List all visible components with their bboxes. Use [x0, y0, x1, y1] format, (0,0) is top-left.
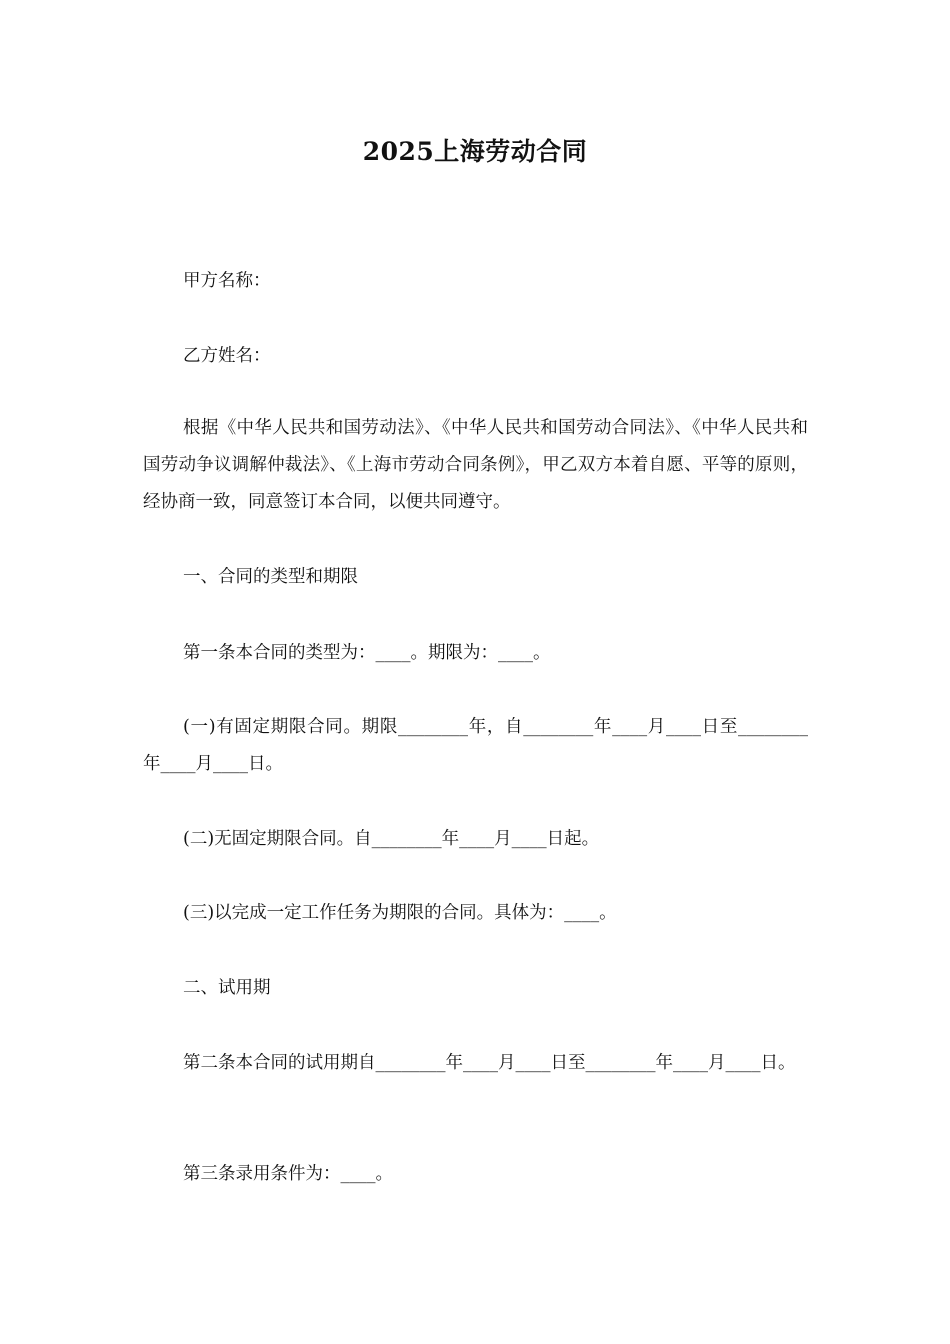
fixed-term-paragraph: (一)有固定期限合同。期限________年，自________年____月____日至________年____月____日。 — [143, 717, 808, 774]
article-1-paragraph: 第一条本合同的类型为：____。期限为：____。 — [183, 643, 551, 663]
task-based-paragraph: (三)以完成一定工作任务为期限的合同。具体为：____。 — [183, 903, 617, 923]
preamble-paragraph: 根据《中华人民共和国劳动法》、《中华人民共和国劳动合同法》、《中华人民共和国劳动争议调解仲裁法》、《上海市劳动合同条例》，甲乙双方本着自愿、平等的原则，经协商一致，同意签订本合同，以便共同遵守。 — [143, 418, 808, 512]
article-2-paragraph: 第二条本合同的试用期自________年____月____日至________年____月____日。 — [183, 1053, 796, 1073]
party-a-name-line: 甲方名称： — [183, 271, 271, 291]
section-heading-probation: 二、试用期 — [183, 978, 271, 998]
party-b-name-line: 乙方姓名： — [183, 346, 271, 366]
document-title: 2025上海劳动合同 — [362, 137, 588, 166]
open-ended-paragraph: (二)无固定期限合同。自________年____月____日起。 — [183, 829, 600, 849]
article-3-paragraph: 第三条录用条件为：____。 — [183, 1164, 393, 1184]
section-heading-contract-type: 一、合同的类型和期限 — [183, 567, 358, 587]
